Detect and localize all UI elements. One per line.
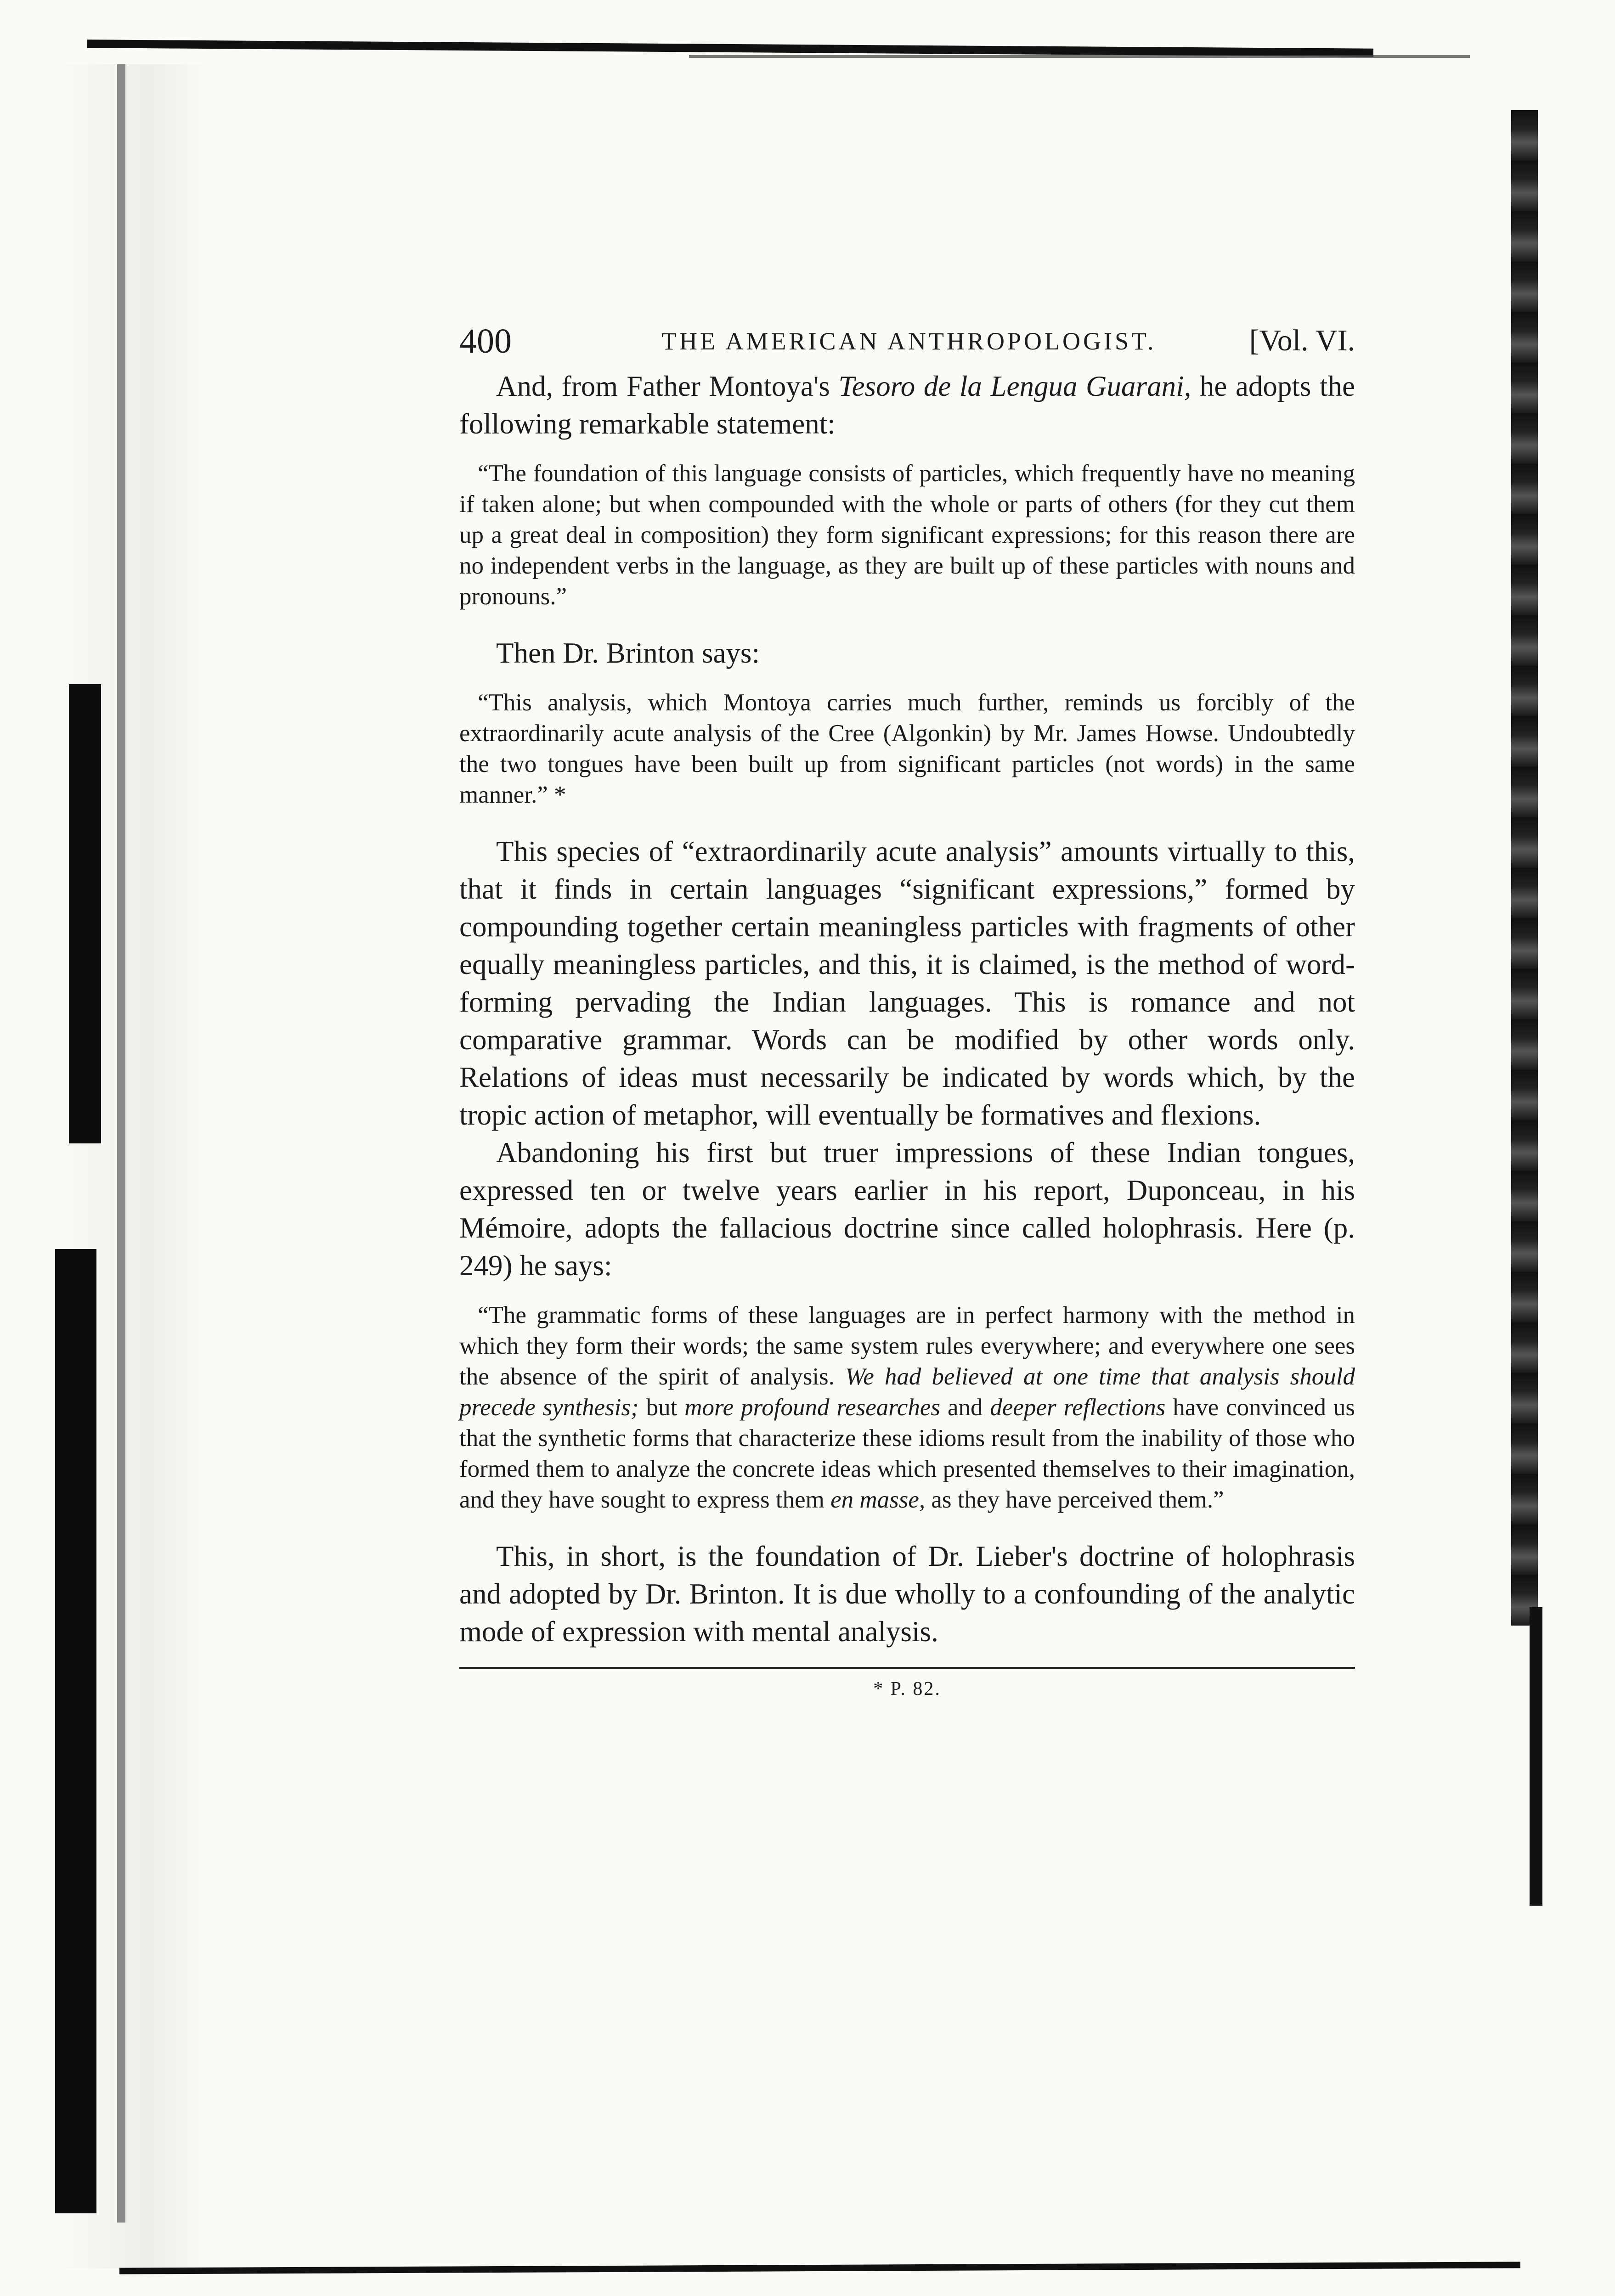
quote-3-text-b: but — [638, 1394, 685, 1421]
running-head — [459, 317, 1355, 367]
page-content — [459, 317, 1355, 1700]
journal-title: THE AMERICAN ANTHROPOLOGIST. — [661, 327, 1157, 355]
paragraph-3: This species of “extraordinarily acute analysis” amounts virtually to this, that it finds in certain languages “significant expressions,” formed by compounding together certain meaningless particles with fragments of other equally meaningless particles, and this, it is claimed, is the method of word-forming pervading the Indian languages. This is romance and not comparative grammar. Words can be modified by other words only. Relations of ideas must necessarily be indicated by words which, by the tropic action of metaphor, will eventually be formatives and flexions. — [459, 835, 1355, 1131]
footnote-rule — [459, 1667, 1355, 1669]
block-quote-montoya: “The foundation of this language consists of particles, which frequently have no meaning if taken alone; but when compounded with the whole or parts of others (for they cut them up a great deal in composition) they form significant expressions; for this reason there are no independent verbs in the language, as they are built up of these particles with nouns and pronouns.” — [459, 460, 1355, 610]
footnote: * P. 82. — [873, 1678, 941, 1699]
volume-label: [Vol. VI. — [1249, 324, 1355, 357]
quote-3-text-c: and — [940, 1394, 990, 1421]
paragraph-1-text-a: And, from Father Montoya's — [496, 370, 839, 402]
page-number: 400 — [459, 322, 512, 360]
paragraph-4: Abandoning his first but truer impressions of these Indian tongues, expressed ten or twelve years earlier in his report, Duponceau, in his Mémoire, adopts the fallacious doctrine since called holophrasis. Here (p. 249) he says: — [459, 1137, 1355, 1282]
quote-3-text-e: as they have perceived them.” — [925, 1486, 1224, 1513]
quote-3-italic-1: We had believed at one time that analysis should precede synthesis; — [459, 1363, 1355, 1421]
scan-top-edge-secondary — [689, 55, 1470, 58]
quote-3-italic-3: deeper reflections — [990, 1394, 1166, 1421]
block-quote-duponceau — [459, 1300, 1355, 1515]
scan-binding-bar-lower — [55, 1249, 96, 2213]
quote-3-text-a: “The grammatic forms of these languages are in perfect harmony with the method in which they form their words; the same system rules everywhere; and everywhere one sees the absence of the spirit of analysis. — [459, 1302, 1355, 1390]
paragraph-1-text-b: he adopts the following remarkable statement: — [459, 370, 1355, 440]
book-title-italic: Tesoro de la Lengua Guarani, — [838, 370, 1191, 402]
paragraph-2: Then Dr. Brinton says: — [496, 637, 760, 669]
block-quote-brinton: “This analysis, which Montoya carries much further, reminds us forcibly of the extraordinarily acute analysis of the Cree (Algonkin) by Mr. James Howse. Undoubtedly the two tongues have been built up from significant particles (not words) in the same manner.” * — [459, 689, 1355, 808]
scan-top-edge — [87, 39, 1373, 57]
paragraph-5: This, in short, is the foundation of Dr. Lieber's doctrine of holophrasis and adopted by Dr. Brinton. It is due wholly to a confounding of the analytic mode of expression with mental analysis. — [459, 1540, 1355, 1648]
scan-binding-bar-upper — [69, 684, 101, 1143]
paragraph-1 — [459, 367, 1355, 443]
quote-3-italic-4: en masse, — [830, 1486, 926, 1513]
quote-3-text-d: have convinced us that the synthetic forms that characterize these idioms result from the inability of those who formed them to analyze the concrete ideas which presented themselves to their imagination, and they have sought to express them — [459, 1394, 1355, 1513]
scan-right-edge — [1511, 110, 1538, 1626]
scan-binding-line — [117, 64, 125, 2223]
scan-right-edge-lower — [1530, 1607, 1542, 1906]
quote-3-italic-2: more profound researches — [684, 1394, 941, 1421]
scan-bottom-edge — [119, 2262, 1520, 2274]
